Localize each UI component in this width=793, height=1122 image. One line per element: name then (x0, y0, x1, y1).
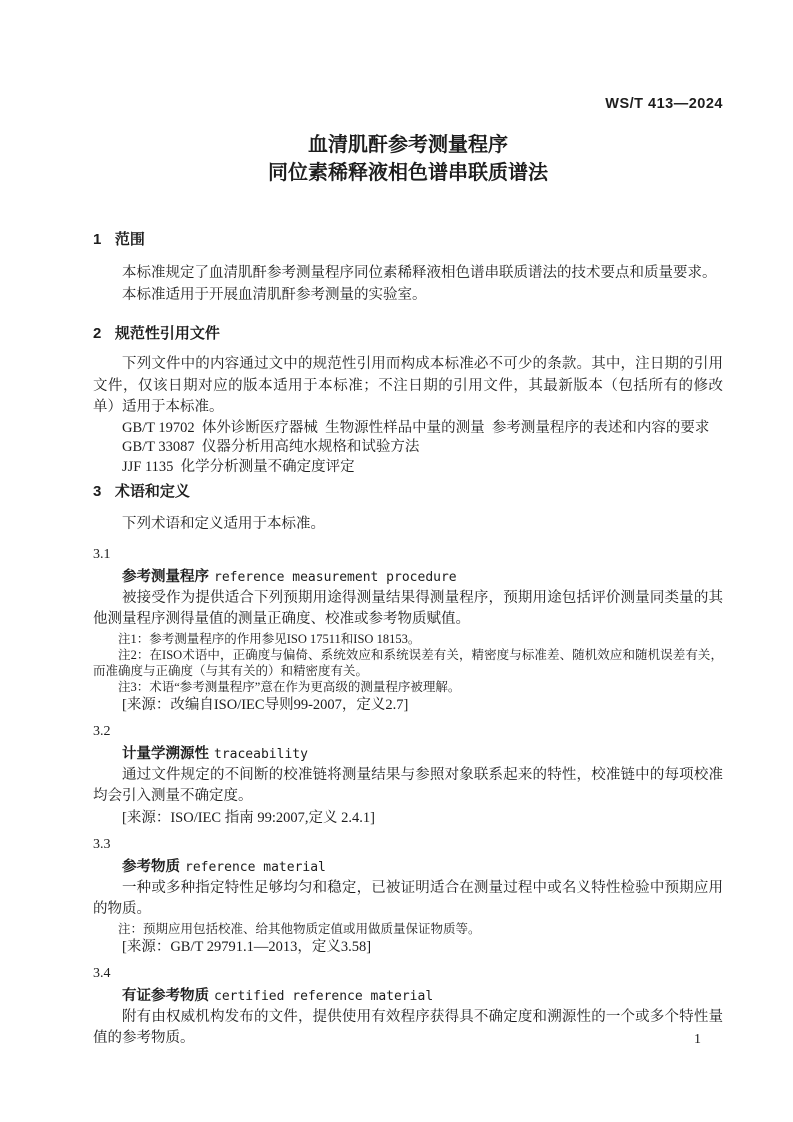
term-note: 注3：术语“参考测量程序”意在作为更高级的测量程序被理解。 (118, 679, 461, 694)
term-definition: 一种或多种指定特性足够均匀和稳定，已被证明适合在测量过程中或名义特性检验中预期应用的物质。 (93, 879, 723, 917)
page-content (93, 0, 723, 1050)
term-heading (122, 744, 723, 765)
clause-3-title: 术语和定义 (114, 483, 190, 500)
normative-reference: GB/T 19702 体外诊断医疗器械 生物源性样品中量的测量 参考测量程序的表述和内容的要求 (122, 419, 710, 436)
clause-1-para-1: 本标准规定了血清肌酐参考测量程序同位素稀释液相色谱串联质谱法的技术要点和质量要求。 (122, 265, 717, 281)
clause-1-para-2: 本标准适用于开展血清肌酐参考测量的实验室。 (122, 286, 427, 303)
term-block-3-4 (93, 963, 723, 1050)
doc-title-line2: 同位素稀释液相色谱串联质谱法 (268, 162, 548, 184)
term-en: reference material (185, 859, 326, 875)
term-note: 注2：在ISO术语中，正确度与偏倚、系统效应和系统误差有关，精密度与标准差、随机效应和随机误差有关，而准确度与正确度（与其有关的）和精密度有关。 (93, 647, 723, 678)
clause-2-heading (93, 325, 723, 342)
clause-3-number: 3 (93, 483, 102, 500)
term-source: [来源：GB/T 29791.1—2013，定义3.58] (122, 938, 372, 955)
term-block-3-1 (93, 544, 723, 716)
clause-2-number: 2 (93, 325, 102, 342)
term-number: 3.4 (93, 965, 111, 981)
term-heading (122, 986, 723, 1007)
clause-2-title: 规范性引用文件 (114, 325, 220, 342)
clause-1-heading (93, 231, 723, 248)
clause-3-intro: 下列术语和定义适用于本标准。 (122, 516, 325, 532)
doc-title-line1: 血清肌酐参考测量程序 (308, 134, 508, 156)
doc-number: WS/T 413—2024 (605, 96, 723, 112)
term-definition: 附有由权威机构发布的文件，提供使用有效程序获得具不确定度和溯源性的一个或多个特性量值的参考物质。 (93, 1008, 723, 1046)
clause-1-title: 范围 (114, 231, 145, 248)
term-heading (122, 857, 723, 878)
term-zh: 参考测量程序 (122, 568, 209, 585)
term-note: 注1：参考测量程序的作用参见ISO 17511和ISO 18153。 (118, 631, 421, 646)
term-number: 3.1 (93, 546, 111, 562)
term-zh: 参考物质 (122, 858, 180, 875)
normative-reference: JJF 1135 化学分析测量不确定度评定 (122, 458, 355, 475)
clause-1-number: 1 (93, 231, 102, 248)
term-en: certified reference material (214, 988, 434, 1004)
normative-reference: GB/T 33087 仪器分析用高纯水规格和试验方法 (122, 439, 420, 455)
term-note: 注：预期应用包括校准、给其他物质定值或用做质量保证物质等。 (118, 921, 481, 936)
clause-2-para: 下列文件中的内容通过文中的规范性引用而构成本标准必不可少的条款。其中，注日期的引用文件，仅该日期对应的版本适用于本标准；不注日期的引用文件，其最新版本（包括所有的修改单）适用于本标准。 (93, 356, 723, 415)
term-source: [来源：ISO/IEC 指南 99:2007,定义 2.4.1] (122, 809, 375, 826)
term-number: 3.3 (93, 836, 111, 852)
term-heading (122, 567, 723, 588)
term-zh: 计量学溯源性 (122, 745, 209, 762)
clause-3-heading (93, 483, 723, 500)
term-block-3-3 (93, 834, 723, 958)
term-definition: 通过文件规定的不间断的校准链将测量结果与参照对象联系起来的特性，校准链中的每项校准均会引入测量不确定度。 (93, 766, 723, 804)
term-definition: 被接受作为提供适合下列预期用途得测量结果得测量程序，预期用途包括评价测量同类量的其他测量程序测得量值的测量正确度、校准或参考物质赋值。 (93, 589, 723, 627)
term-zh: 有证参考物质 (122, 987, 209, 1004)
term-number: 3.2 (93, 723, 111, 739)
term-block-3-2 (93, 721, 723, 829)
term-source: [来源：改编自ISO/IEC导则99-2007，定义2.7] (122, 696, 409, 713)
term-en: traceability (214, 746, 308, 762)
doc-title (93, 131, 723, 187)
page-number: 1 (694, 1032, 701, 1047)
term-en: reference measurement procedure (214, 569, 457, 585)
